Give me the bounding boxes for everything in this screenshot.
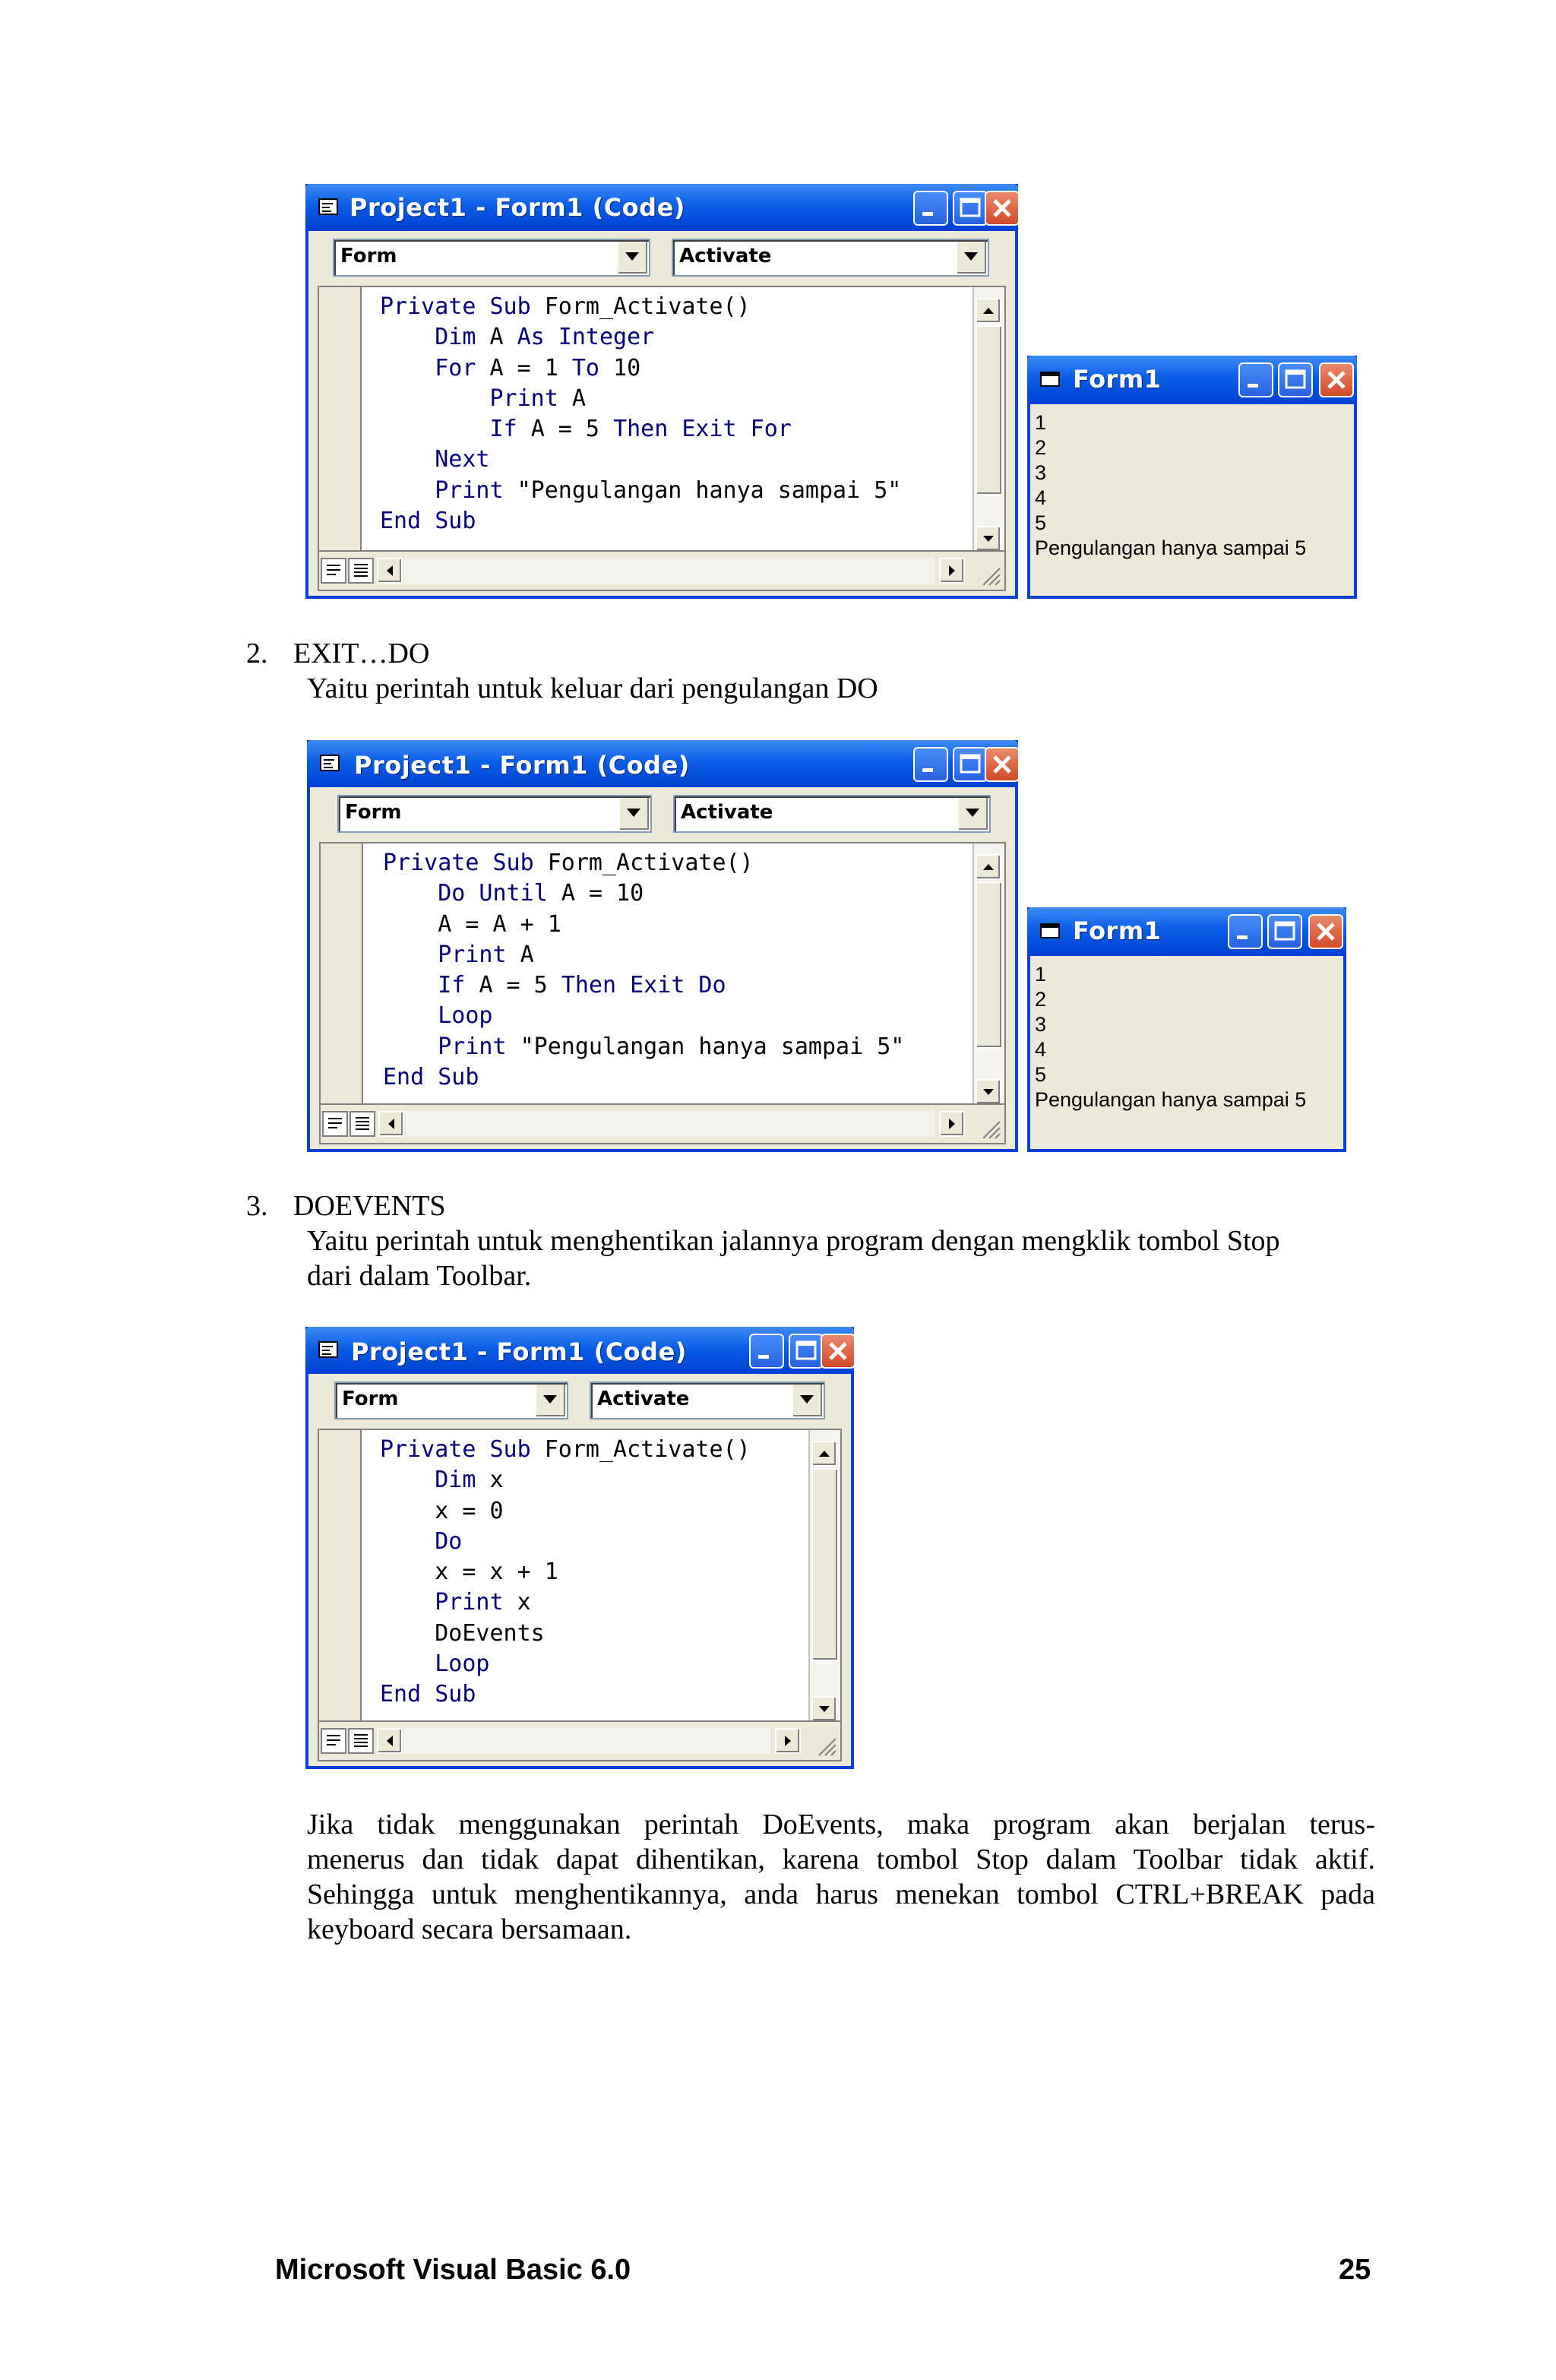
paragraph-line: keyboard secara bersamaan. [307, 1913, 632, 1945]
scroll-right-arrow-icon[interactable] [775, 1728, 801, 1754]
maximize-button[interactable] [953, 191, 988, 226]
margin-indicator-bar [319, 1430, 362, 1722]
code-token: DoEvents [380, 1619, 545, 1647]
title-bar[interactable] [305, 184, 1018, 231]
chevron-down-icon[interactable] [957, 798, 988, 830]
list-description: Yaitu perintah untuk keluar dari pengulangan DO [307, 673, 878, 704]
chevron-down-icon[interactable] [792, 1385, 822, 1416]
close-button[interactable] [1319, 362, 1354, 397]
code-keyword: Print [380, 385, 572, 412]
scroll-up-arrow-icon[interactable] [976, 854, 1001, 880]
list-number: 2. [246, 638, 268, 669]
code-token: A [489, 324, 517, 351]
form1-output-window-1 [1027, 356, 1357, 599]
code-token: x [517, 1589, 531, 1616]
page-number: 25 [1339, 2254, 1371, 2286]
scroll-right-arrow-icon[interactable] [939, 558, 965, 584]
list-description-line: dari dalam Toolbar. [307, 1260, 532, 1292]
procedure-combo-value: Activate [597, 1388, 690, 1410]
maximize-button[interactable] [789, 1334, 824, 1369]
code-line[interactable] [380, 414, 901, 445]
paragraph-line: menerus dan tidak dapat dihentikan, karena tombol Stop dalam Toolbar tidak aktif. [307, 1844, 1375, 1875]
window-title: Project1 - Form1 (Code) [351, 1337, 687, 1366]
window-title: Form1 [1073, 916, 1162, 945]
code-line[interactable] [383, 878, 904, 909]
maximize-button[interactable] [953, 747, 988, 782]
procedure-combo[interactable] [590, 1381, 825, 1419]
procedure-view-icon[interactable] [321, 558, 346, 584]
close-button[interactable] [1308, 914, 1343, 949]
code-line[interactable] [383, 1032, 904, 1062]
code-token: A = 10 [561, 880, 644, 907]
object-combo-value: Form [342, 1388, 399, 1410]
code-keyword: Do [380, 1527, 463, 1555]
footer-book-title: Microsoft Visual Basic 6.0 [275, 2254, 631, 2286]
code-keyword: Then Exit For [613, 416, 792, 443]
code-line[interactable] [380, 1496, 751, 1527]
form1-output-window-2 [1027, 907, 1346, 1152]
scroll-down-arrow-icon[interactable] [811, 1696, 837, 1722]
scroll-down-arrow-icon[interactable] [976, 526, 1001, 552]
code-line[interactable] [380, 292, 901, 322]
code-token: Form_Activate() [547, 850, 754, 876]
code-line[interactable] [380, 1679, 751, 1710]
code-text[interactable] [383, 848, 904, 1093]
scroll-thumb[interactable] [976, 325, 1003, 495]
code-keyword: Print [383, 1033, 520, 1060]
code-keyword: End Sub [380, 508, 476, 535]
scroll-up-arrow-icon[interactable] [976, 298, 1001, 324]
code-keyword: Next [380, 446, 490, 473]
scroll-thumb[interactable] [976, 881, 1003, 1049]
procedure-view-icon[interactable] [321, 1728, 346, 1754]
code-token: x = 0 [380, 1497, 504, 1524]
code-token: A = 5 [479, 972, 561, 999]
code-keyword: Then Exit Do [561, 972, 726, 999]
list-number: 3. [246, 1190, 268, 1222]
chevron-down-icon[interactable] [618, 798, 649, 830]
procedure-combo[interactable] [673, 795, 991, 833]
code-window-icon [319, 754, 340, 772]
code-keyword: As Integer [517, 324, 655, 351]
paragraph-line: Jika tidak menggunakan perintah DoEvents, maka program akan berjalan terus- [307, 1809, 1375, 1840]
closing-paragraph [307, 1807, 1375, 1947]
code-window-2 [307, 740, 1018, 1152]
code-keyword: Print [380, 476, 517, 504]
margin-indicator-bar [319, 287, 362, 552]
resize-grip-icon[interactable] [979, 1117, 1001, 1140]
chevron-down-icon[interactable] [617, 242, 647, 274]
minimize-button[interactable] [1238, 362, 1273, 397]
vertical-scrollbar[interactable] [972, 843, 1004, 1105]
title-bar[interactable] [1027, 907, 1346, 956]
code-token: x = x + 1 [380, 1559, 558, 1586]
scroll-track [404, 1728, 770, 1754]
code-line[interactable] [380, 1435, 751, 1465]
form-window-icon [1039, 921, 1061, 939]
code-line[interactable] [380, 506, 901, 536]
paragraph-line: Sehingga untuk menghentikannya, anda harus menekan tombol CTRL+BREAK pada [307, 1878, 1375, 1910]
code-line[interactable] [380, 1649, 751, 1679]
code-token: x [489, 1467, 504, 1494]
procedure-combo[interactable] [672, 239, 989, 277]
object-combo[interactable] [333, 239, 650, 277]
procedure-combo-value: Activate [681, 801, 773, 824]
code-line[interactable] [383, 970, 904, 1001]
full-module-view-icon[interactable] [348, 558, 374, 584]
scroll-left-arrow-icon[interactable] [378, 1111, 404, 1137]
horizontal-scrollbar[interactable] [319, 550, 1004, 590]
code-keyword: Private Sub [380, 1436, 545, 1463]
code-line[interactable] [380, 353, 901, 384]
code-window-3 [305, 1327, 854, 1769]
code-keyword: End Sub [380, 1681, 476, 1708]
code-token: "Pengulangan hanya sampai 5" [520, 1033, 905, 1060]
code-token: Form_Activate() [544, 293, 751, 320]
code-token: 10 [613, 354, 641, 381]
code-line[interactable] [383, 1001, 904, 1031]
procedure-view-icon[interactable] [322, 1111, 348, 1137]
code-line[interactable] [380, 1619, 751, 1649]
title-bar[interactable] [1027, 356, 1357, 404]
code-keyword: If [380, 416, 531, 443]
code-window-icon [318, 1340, 339, 1359]
code-token: A [520, 941, 534, 968]
code-keyword: If [383, 972, 479, 999]
scroll-down-arrow-icon[interactable] [976, 1079, 1001, 1105]
margin-indicator-bar [321, 843, 363, 1105]
title-bar[interactable] [307, 740, 1018, 787]
code-line[interactable] [380, 1527, 751, 1557]
object-combo[interactable] [334, 1381, 568, 1419]
list-heading: DOEVENTS [293, 1190, 446, 1222]
code-line[interactable] [383, 848, 904, 878]
resize-grip-icon[interactable] [814, 1734, 837, 1757]
code-window-1 [305, 184, 1018, 599]
chevron-down-icon[interactable] [956, 242, 986, 274]
code-editor[interactable] [319, 842, 1006, 1144]
code-line[interactable] [383, 940, 904, 970]
maximize-button[interactable] [1278, 362, 1313, 397]
resize-grip-icon[interactable] [979, 564, 1001, 587]
minimize-button[interactable] [913, 747, 948, 782]
code-line[interactable] [380, 445, 901, 475]
title-bar[interactable] [305, 1327, 854, 1374]
close-button[interactable] [985, 747, 1020, 782]
code-keyword: Loop [383, 1002, 493, 1030]
minimize-button[interactable] [913, 191, 948, 226]
vertical-scrollbar[interactable] [808, 1430, 840, 1722]
procedure-combo-value: Activate [679, 245, 772, 267]
list-description-line: Yaitu perintah untuk menghentikan jalannya program dengan mengklik tombol Stop [307, 1225, 1280, 1257]
code-window-icon [318, 198, 339, 216]
code-token: A = A + 1 [383, 910, 561, 938]
code-line[interactable] [383, 910, 904, 940]
close-button[interactable] [985, 191, 1020, 226]
full-module-view-icon[interactable] [349, 1111, 375, 1137]
scroll-left-arrow-icon[interactable] [377, 558, 403, 584]
horizontal-scrollbar[interactable] [319, 1720, 840, 1760]
close-button[interactable] [821, 1334, 855, 1369]
scroll-left-arrow-icon[interactable] [377, 1728, 403, 1754]
code-keyword: Print [383, 941, 520, 968]
code-keyword: For [380, 354, 490, 381]
minimize-button[interactable] [1228, 914, 1263, 949]
form-output-text: 1 2 3 4 5 Pengulangan hanya sampai 5 [1035, 411, 1307, 559]
vertical-scrollbar[interactable] [972, 287, 1004, 552]
window-title: Form1 [1073, 365, 1162, 394]
code-keyword: To [571, 354, 614, 381]
code-token: A = 1 [489, 354, 572, 381]
code-token: A = 5 [530, 416, 614, 443]
code-text[interactable] [380, 292, 901, 536]
list-heading: EXIT…DO [293, 638, 430, 669]
code-line[interactable] [380, 1557, 751, 1587]
code-line[interactable] [380, 322, 901, 353]
code-token: "Pengulangan hanya sampai 5" [517, 476, 902, 504]
chevron-down-icon[interactable] [535, 1385, 565, 1416]
code-line[interactable] [380, 384, 901, 414]
code-text[interactable] [380, 1435, 751, 1711]
horizontal-scrollbar[interactable] [321, 1103, 1004, 1143]
form-window-icon [1039, 369, 1061, 388]
code-token: A [571, 385, 586, 412]
scroll-track [404, 558, 935, 584]
scroll-thumb[interactable] [811, 1468, 839, 1661]
minimize-button[interactable] [749, 1334, 784, 1369]
code-token: Form_Activate() [544, 1436, 751, 1463]
object-combo[interactable] [337, 795, 652, 833]
code-line[interactable] [383, 1062, 904, 1093]
code-keyword: Private Sub [383, 850, 548, 876]
object-combo-value: Form [345, 801, 402, 824]
code-keyword: Dim [380, 324, 490, 351]
full-module-view-icon[interactable] [348, 1728, 374, 1754]
code-line[interactable] [380, 476, 901, 506]
form-output-text: 1 2 3 4 5 Pengulangan hanya sampai 5 [1035, 963, 1307, 1111]
code-keyword: End Sub [383, 1064, 479, 1091]
window-title: Project1 - Form1 (Code) [349, 193, 685, 222]
maximize-button[interactable] [1267, 914, 1302, 949]
scroll-up-arrow-icon[interactable] [811, 1441, 837, 1467]
code-editor[interactable] [318, 286, 1006, 591]
code-line[interactable] [380, 1465, 751, 1495]
code-editor[interactable] [318, 1429, 842, 1761]
object-combo-value: Form [340, 245, 397, 267]
code-keyword: Print [380, 1589, 517, 1616]
window-title: Project1 - Form1 (Code) [354, 751, 690, 780]
code-line[interactable] [380, 1587, 751, 1618]
code-keyword: Loop [380, 1650, 490, 1678]
code-keyword: Do Until [383, 880, 561, 907]
scroll-track [406, 1111, 935, 1137]
scroll-right-arrow-icon[interactable] [939, 1111, 965, 1137]
code-keyword: Private Sub [380, 293, 545, 320]
code-keyword: Dim [380, 1467, 490, 1494]
